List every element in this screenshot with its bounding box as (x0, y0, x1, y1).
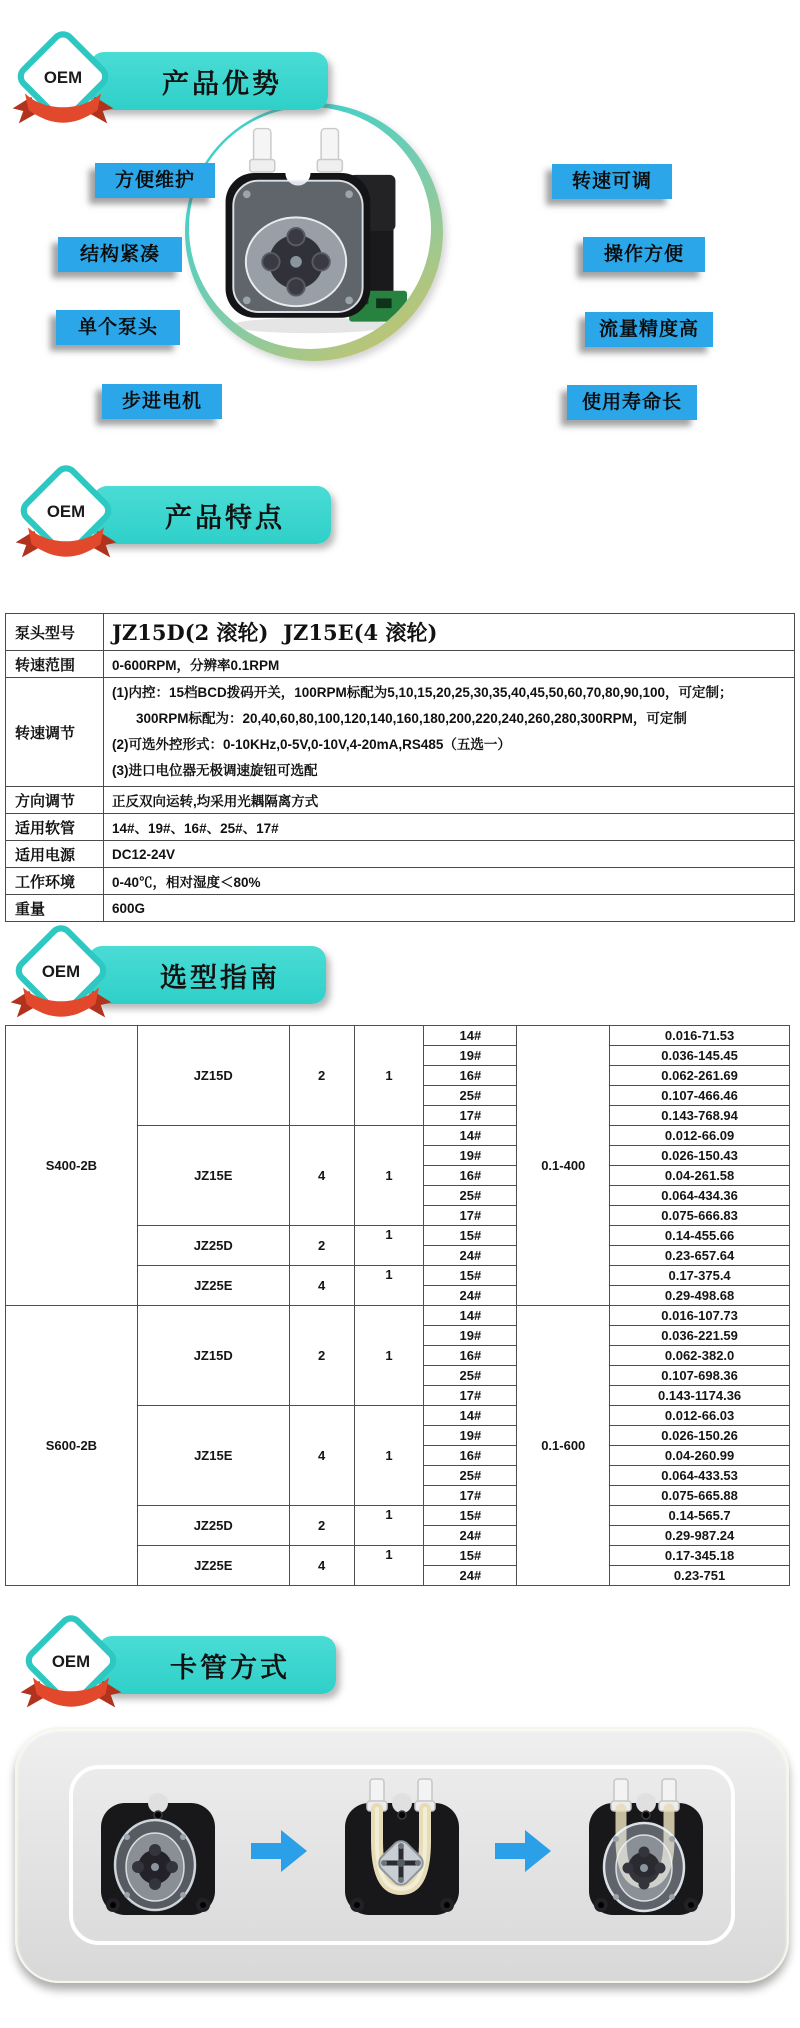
selection-cell-flow: 0.012-66.03 (610, 1406, 790, 1426)
selection-cell-flow: 0.075-665.88 (610, 1486, 790, 1506)
spec-label: 方向调节 (6, 787, 104, 814)
pump-step1-image (91, 1775, 225, 1935)
selection-cell-tube: 19# (424, 1426, 517, 1446)
advantages-title-bar (90, 52, 328, 110)
selection-cell-flow: 0.036-221.59 (610, 1326, 790, 1346)
advantage-label: 操作方便 (583, 237, 705, 272)
spec-label: 重量 (6, 895, 104, 922)
spec-value-line: (2)可选外控形式：0-10KHz,0-5V,0-10V,4-20mA,RS485（五选一） (112, 737, 511, 752)
selection-cell-flow: 0.23-657.64 (610, 1246, 790, 1266)
selection-row (6, 1026, 790, 1046)
spec-value: 14#、19#、16#、25#、17# (104, 814, 795, 841)
advantage-label: 结构紧凑 (58, 237, 182, 272)
arrow-right-icon (495, 1828, 553, 1874)
advantage-label: 使用寿命长 (567, 385, 697, 420)
product-photo-ring (185, 103, 443, 361)
selection-cell-head: JZ15E (137, 1406, 289, 1506)
selection-cell-rollers: 4 (289, 1266, 354, 1306)
selection-cell-tube: 16# (424, 1066, 517, 1086)
selection-cell-flow: 0.143-768.94 (610, 1106, 790, 1126)
selection-cell-flow: 0.036-145.45 (610, 1046, 790, 1066)
spec-label: 泵头型号 (6, 614, 104, 651)
selection-table (5, 1025, 790, 1586)
section-header-selection (8, 922, 348, 1037)
advantage-label: 步进电机 (102, 384, 222, 419)
spec-value-line: 300RPM标配为：20,40,60,80,100,120,140,160,180,200,220,240,260,280,300RPM，可定制 (136, 711, 687, 726)
selection-cell-model: S400-2B (6, 1026, 138, 1306)
selection-cell-rollers: 2 (289, 1226, 354, 1266)
selection-cell-channels: 1 (354, 1506, 424, 1546)
selection-cell-tube: 25# (424, 1186, 517, 1206)
selection-cell-rollers: 2 (289, 1026, 354, 1126)
selection-cell-flow: 0.29-987.24 (610, 1526, 790, 1546)
selection-cell-rollers: 4 (289, 1406, 354, 1506)
spec-value: DC12-24V (104, 841, 795, 868)
selection-cell-tube: 16# (424, 1346, 517, 1366)
selection-cell-head: JZ25D (137, 1226, 289, 1266)
selection-cell-tube: 14# (424, 1026, 517, 1046)
selection-cell-flow: 0.062-382.0 (610, 1346, 790, 1366)
spec-label: 转速调节 (6, 678, 104, 787)
selection-cell-speed: 0.1-600 (517, 1306, 610, 1586)
selection-cell-flow: 0.064-433.53 (610, 1466, 790, 1486)
advantage-label: 单个泵头 (56, 310, 180, 345)
selection-cell-flow: 0.062-261.69 (610, 1066, 790, 1086)
selection-cell-tube: 15# (424, 1266, 517, 1286)
selection-cell-head: JZ25D (137, 1506, 289, 1546)
spec-row (6, 814, 795, 841)
spec-label: 转速范围 (6, 651, 104, 678)
spec-row (6, 841, 795, 868)
selection-cell-speed: 0.1-400 (517, 1026, 610, 1306)
selection-cell-rollers: 4 (289, 1546, 354, 1586)
oem-badge-text: OEM (43, 67, 83, 87)
advantage-label: 转速可调 (552, 164, 672, 199)
selection-cell-tube: 19# (424, 1146, 517, 1166)
selection-cell-head: JZ15D (137, 1306, 289, 1406)
selection-cell-flow: 0.29-498.68 (610, 1286, 790, 1306)
advantages-title: 产品优势 (162, 68, 282, 99)
selection-cell-flow: 0.14-565.7 (610, 1506, 790, 1526)
selection-cell-flow: 0.107-698.36 (610, 1366, 790, 1386)
oem-badge-text: OEM (51, 1651, 91, 1671)
selection-cell-head: JZ25E (137, 1266, 289, 1306)
selection-cell-flow: 0.23-751 (610, 1566, 790, 1586)
selection-cell-tube: 16# (424, 1446, 517, 1466)
selection-cell-channels: 1 (354, 1226, 424, 1266)
selection-cell-tube: 15# (424, 1226, 517, 1246)
selection-cell-flow: 0.026-150.26 (610, 1426, 790, 1446)
spec-value: JZ15D(2 滚轮) JZ15E(4 滚轮) (104, 614, 795, 651)
spec-row (6, 868, 795, 895)
selection-cell-tube: 14# (424, 1306, 517, 1326)
clamping-steps-panel (15, 1727, 789, 1983)
spec-row (6, 651, 795, 678)
selection-row (6, 1306, 790, 1326)
spec-row (6, 787, 795, 814)
selection-cell-head: JZ25E (137, 1546, 289, 1586)
selection-title: 选型指南 (160, 962, 280, 993)
pump-product-image (203, 117, 418, 339)
features-title-bar (93, 486, 331, 544)
spec-row (6, 895, 795, 922)
selection-cell-flow: 0.075-666.83 (610, 1206, 790, 1226)
selection-cell-channels: 1 (354, 1026, 424, 1126)
oem-badge-text: OEM (46, 501, 86, 521)
selection-cell-flow: 0.016-71.53 (610, 1026, 790, 1046)
selection-cell-tube: 14# (424, 1126, 517, 1146)
selection-cell-flow: 0.107-466.46 (610, 1086, 790, 1106)
oem-badge-icon (18, 1612, 124, 1718)
selection-cell-tube: 19# (424, 1046, 517, 1066)
selection-cell-tube: 25# (424, 1466, 517, 1486)
spec-label: 适用电源 (6, 841, 104, 868)
selection-cell-tube: 15# (424, 1506, 517, 1526)
oem-badge-icon (8, 922, 114, 1028)
selection-cell-tube: 19# (424, 1326, 517, 1346)
selection-cell-channels: 1 (354, 1266, 424, 1306)
arrow-right-icon (251, 1828, 309, 1874)
oem-badge-icon (13, 462, 119, 568)
selection-cell-tube: 24# (424, 1286, 517, 1306)
selection-cell-tube: 17# (424, 1486, 517, 1506)
spec-label: 工作环境 (6, 868, 104, 895)
selection-cell-tube: 15# (424, 1546, 517, 1566)
spec-table (5, 613, 795, 922)
selection-cell-tube: 25# (424, 1086, 517, 1106)
selection-title-bar (88, 946, 326, 1004)
selection-cell-rollers: 2 (289, 1506, 354, 1546)
selection-cell-rollers: 2 (289, 1306, 354, 1406)
advantage-label: 流量精度高 (585, 312, 713, 347)
selection-cell-tube: 17# (424, 1386, 517, 1406)
clamping-title-bar (98, 1636, 336, 1694)
selection-cell-channels: 1 (354, 1546, 424, 1586)
oem-badge-text: OEM (41, 961, 81, 981)
selection-cell-channels: 1 (354, 1406, 424, 1506)
selection-cell-flow: 0.012-66.09 (610, 1126, 790, 1146)
spec-value: 0-600RPM，分辨率0.1RPM (104, 651, 795, 678)
spec-row (6, 614, 795, 651)
selection-cell-channels: 1 (354, 1126, 424, 1226)
selection-cell-tube: 24# (424, 1566, 517, 1586)
selection-cell-rollers: 4 (289, 1126, 354, 1226)
selection-cell-flow: 0.14-455.66 (610, 1226, 790, 1246)
selection-cell-flow: 0.17-375.4 (610, 1266, 790, 1286)
clamping-title: 卡管方式 (170, 1652, 290, 1683)
selection-cell-tube: 24# (424, 1246, 517, 1266)
selection-cell-model: S600-2B (6, 1306, 138, 1586)
oem-badge-icon (10, 28, 116, 134)
product-photo (189, 107, 431, 349)
spec-value (104, 678, 795, 787)
selection-cell-tube: 17# (424, 1206, 517, 1226)
pump-step3-image (579, 1775, 713, 1935)
selection-cell-tube: 14# (424, 1406, 517, 1426)
selection-cell-flow: 0.143-1174.36 (610, 1386, 790, 1406)
selection-cell-tube: 17# (424, 1106, 517, 1126)
selection-cell-head: JZ15E (137, 1126, 289, 1226)
selection-cell-tube: 16# (424, 1166, 517, 1186)
section-header-features (13, 462, 353, 577)
advantage-label: 方便维护 (95, 163, 215, 198)
spec-label: 适用软管 (6, 814, 104, 841)
selection-cell-flow: 0.016-107.73 (610, 1306, 790, 1326)
spec-value-line: (3)进口电位器无极调速旋钮可选配 (112, 763, 318, 778)
spec-value-line: (1)内控：15档BCD拨码开关，100RPM标配为5,10,15,20,25,30,35,40,45,50,60,70,80,90,100，可定制； (112, 685, 733, 700)
selection-cell-tube: 25# (424, 1366, 517, 1386)
section-header-clamping (18, 1612, 358, 1727)
spec-value: 600G (104, 895, 795, 922)
spec-value: 正反双向运转,均采用光耦隔离方式 (104, 787, 795, 814)
pump-step2-image (335, 1775, 469, 1935)
selection-cell-flow: 0.064-434.36 (610, 1186, 790, 1206)
features-title: 产品特点 (165, 502, 285, 533)
selection-cell-flow: 0.04-260.99 (610, 1446, 790, 1466)
selection-cell-tube: 24# (424, 1526, 517, 1546)
spec-row (6, 678, 795, 787)
spec-value: 0-40℃，相对湿度＜80% (104, 868, 795, 895)
selection-cell-flow: 0.17-345.18 (610, 1546, 790, 1566)
selection-cell-head: JZ15D (137, 1026, 289, 1126)
selection-cell-channels: 1 (354, 1306, 424, 1406)
selection-cell-flow: 0.026-150.43 (610, 1146, 790, 1166)
selection-cell-flow: 0.04-261.58 (610, 1166, 790, 1186)
